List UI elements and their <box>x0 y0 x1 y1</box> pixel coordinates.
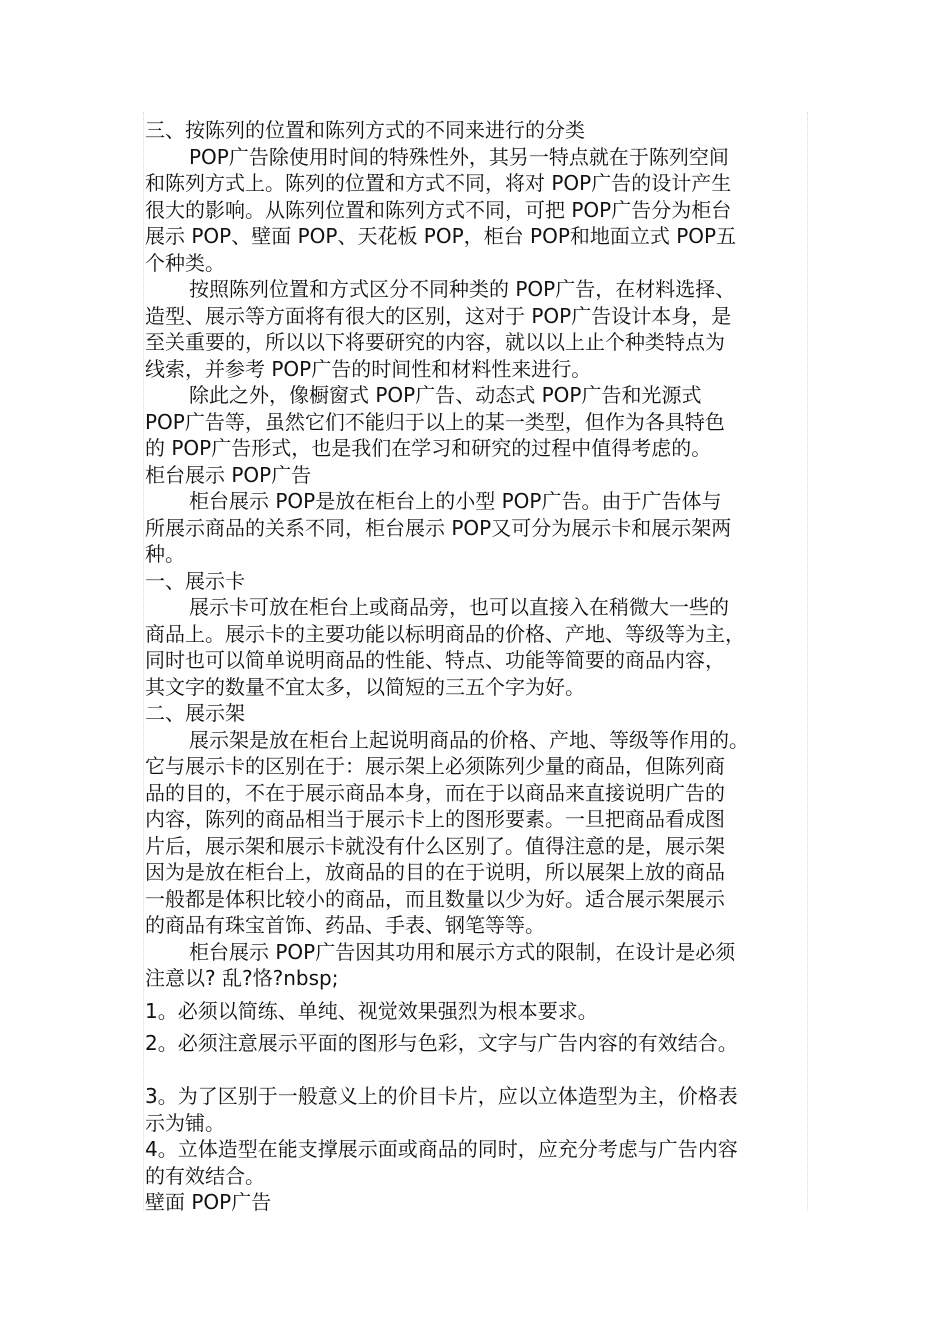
text-line: 至关重要的，所以以下将要研究的内容，就以以上止个种类特点为 <box>145 330 725 354</box>
text-line: 一般都是体积比较小的商品，而且数量以少为好。适合展示架展示 <box>145 886 725 911</box>
text-line: 3。为了区别于一般意义上的价目卡片，应以立体造型为主，价格表 <box>145 1084 738 1108</box>
text-line: POP广告等，虽然它们不能归于以上的某一类型，但作为各具特色 <box>145 409 725 434</box>
text-line: 壁面 POP广告 <box>145 1190 272 1214</box>
text-line: 展示架是放在柜台上起说明商品的价格、产地、等级等作用的。 <box>189 727 749 752</box>
text-line: 的 POP广告形式，也是我们在学习和研究的过程中值得考虑的。 <box>145 436 712 460</box>
text-line: 三、按陈列的位置和陈列方式的不同来进行的分类 <box>145 118 585 142</box>
text-line: 个种类。 <box>145 250 225 275</box>
text-line: 二、展示架 <box>145 701 245 725</box>
text-line: POP广告除使用时间的特殊性外，其另一特点就在于陈列空间 <box>189 144 729 169</box>
text-line: 按照陈列位置和方式区分不同种类的 POP广告，在材料选择、 <box>189 277 736 301</box>
left-margin-guide <box>143 112 144 1210</box>
text-line: 注意以? 乱?恪?nbsp; <box>145 966 339 990</box>
text-line: 2。必须注意展示平面的图形与色彩，文字与广告内容的有效结合。 <box>145 1031 738 1055</box>
text-line: 很大的影响。从陈列位置和陈列方式不同，可把 POP广告分为柜台 <box>145 197 732 222</box>
text-line: 柜台展示 POP广告 <box>145 462 312 487</box>
text-line: 内容，陈列的商品相当于展示卡上的图形要素。一旦把商品看成图 <box>145 807 725 831</box>
text-line: 造型、展示等方面将有很大的区别，这对于 POP广告设计本身，是 <box>145 303 732 328</box>
text-line: 柜台展示 POP广告因其功用和展示方式的限制，在设计是必须 <box>189 939 736 964</box>
text-line <box>145 1057 810 1084</box>
text-line: 它与展示卡的区别在于：展示架上必须陈列少量的商品，但陈列商 <box>145 754 725 778</box>
text-line: 和陈列方式上。陈列的位置和方式不同，将对 POP广告的设计产生 <box>145 171 732 195</box>
text-line: 1。必须以简练、单纯、视觉效果强烈为根本要求。 <box>145 998 598 1023</box>
text-line: 示为铺。 <box>145 1110 225 1135</box>
text-line: 展示卡可放在柜台上或商品旁，也可以直接入在稍微大一些的 <box>189 595 729 619</box>
text-line: 其文字的数量不宜太多，以简短的三五个字为好。 <box>145 674 585 699</box>
text-line: 展示 POP、壁面 POP、天花板 POP，柜台 POP和地面立式 POP五 <box>145 224 737 248</box>
text-line: 的商品有珠宝首饰、药品、手表、钢笔等等。 <box>145 913 545 937</box>
text-line: 因为是放在柜台上，放商品的目的在于说明，所以展架上放的商品 <box>145 860 725 884</box>
text-line: 片后，展示架和展示卡就没有什么区别了。值得注意的是，展示架 <box>145 833 725 858</box>
document-body <box>145 117 810 1216</box>
text-line: 除此之外，像橱窗式 POP广告、动态式 POP广告和光源式 <box>189 383 702 407</box>
text-line: 种。 <box>145 542 185 566</box>
text-line: 商品上。展示卡的主要功能以标明商品的价格、产地、等级等为主， <box>145 621 745 646</box>
text-line: 4。立体造型在能支撑展示面或商品的同时，应充分考虑与广告内容 <box>145 1137 738 1161</box>
text-line: 同时也可以简单说明商品的性能、特点、功能等简要的商品内容， <box>145 648 725 672</box>
text-line: 线索，并参考 POP广告的时间性和材料性来进行。 <box>145 356 592 381</box>
text-line: 柜台展示 POP是放在柜台上的小型 POP广告。由于广告体与 <box>189 489 722 513</box>
text-line: 一、展示卡 <box>145 568 245 593</box>
text-line: 品的目的，不在于展示商品本身，而在于以商品来直接说明广告的 <box>145 780 725 805</box>
text-line: 所展示商品的关系不同，柜台展示 POP又可分为展示卡和展示架两 <box>145 515 732 540</box>
text-line: 的有效结合。 <box>145 1163 265 1188</box>
